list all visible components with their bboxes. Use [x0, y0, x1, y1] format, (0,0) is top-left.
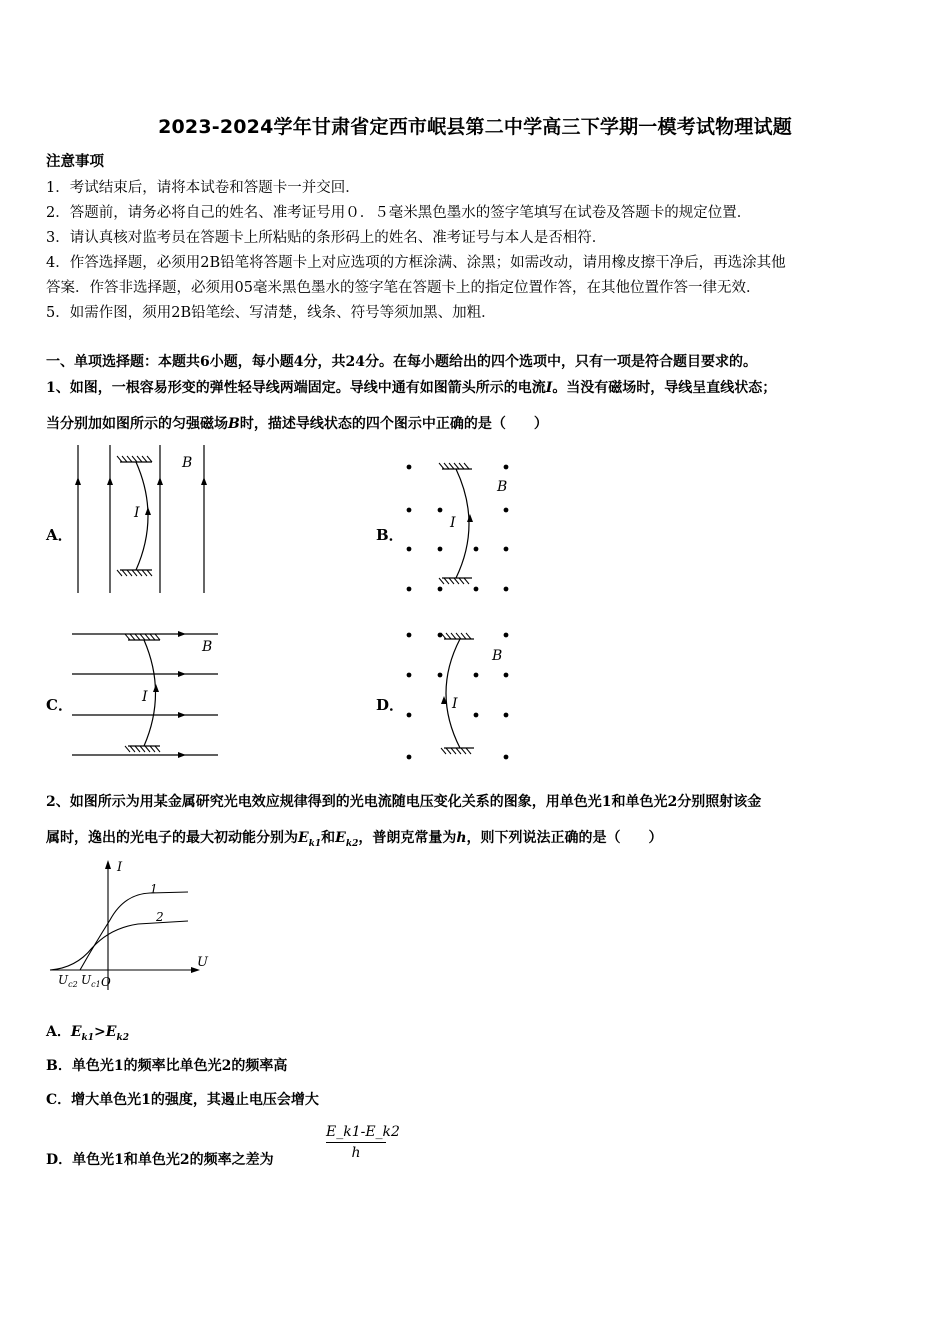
q2-option-a-sub2: k2 [116, 1032, 129, 1043]
q1-text-c: 当分别加如图所示的匀强磁场 [46, 416, 228, 432]
q2-curve-2 [50, 921, 188, 970]
q1-line1 [46, 377, 776, 397]
notice-item-5: 5．如需作图，须用2B铅笔绘、写清楚，线条、符号等须加黑、加粗． [46, 305, 496, 321]
q2-iu-graph [48, 858, 220, 998]
q1-fig-b-current-label: I [450, 515, 456, 531]
q2-graph-uc1-u: U [81, 973, 92, 987]
q2-graph-curve1-label: 1 [150, 882, 158, 896]
q2-graph-y-label: I [117, 860, 123, 875]
q2-option-a-ek2: E [105, 1024, 117, 1040]
notice-item-3: 3．请认真核对监考员在答题卡上所粘贴的条形码上的姓名、准考证号与本人是否相符． [46, 230, 607, 246]
q1-fig-a-field-label: B [182, 455, 193, 471]
q2-ek1: E [298, 830, 309, 846]
q1-option-c-label: C． [46, 696, 73, 714]
q1-fig-d-field-label: B [492, 648, 503, 664]
q1-text-b: 。当没有磁场时，导线呈直线状态； [552, 380, 777, 396]
q2-option-a-prefix: A． [46, 1024, 71, 1040]
q2-option-a-ek1: E [70, 1024, 82, 1040]
q1-fig-d-current-label: I [452, 696, 458, 712]
q2-fraction-denominator: h [351, 1145, 361, 1161]
q1-figure-a [70, 445, 220, 595]
q2-option-a-sub1: k1 [81, 1032, 95, 1043]
q2-graph-uc2 [58, 973, 78, 989]
q2-text-c: ，则下列说法正确的是（ ） [466, 830, 663, 846]
notice-item-2: 2．答题前，请务必将自己的姓名、准考证号用０．５毫米黑色墨水的签字笔填写在试卷及答题卡的规定位置． [46, 205, 752, 221]
q2-fraction-numerator: E_k1-E_k2 [326, 1124, 386, 1143]
q2-option-d: D．单色光1和单色光2的频率之差为 [46, 1152, 274, 1168]
page-title: 2023-2024学年甘肃省定西市岷县第二中学高三下学期一模考试物理试题 [158, 116, 792, 138]
q2-option-a-op: > [94, 1024, 106, 1040]
q2-text-b: ，普朗克常量为 [358, 830, 457, 846]
q2-line2 [46, 827, 663, 849]
notice-item-1: 1．考试结束后，请将本试卷和答题卡一并交回． [46, 180, 360, 196]
q2-graph-uc2-sub: c2 [68, 980, 78, 989]
q2-option-b: B．单色光1的频率比单色光2的频率高 [46, 1058, 288, 1074]
q1-option-b-label: B． [376, 526, 404, 544]
q2-graph-uc1 [81, 973, 101, 989]
q1-current-symbol: I [545, 380, 553, 396]
q2-graph-x-label: U [197, 955, 208, 970]
q1-line2 [46, 413, 548, 433]
q1-fig-c-field-label: B [202, 639, 213, 655]
q2-text-a: 属时，逸出的光电子的最大初动能分别为 [46, 830, 298, 846]
q1-fig-a-current-label: I [134, 505, 140, 521]
q1-fig-c-current-label: I [142, 689, 148, 705]
q1-figure-d [400, 626, 520, 766]
notice-heading: 注意事项 [46, 153, 104, 170]
q2-h: h [456, 830, 467, 846]
q2-and: 和 [321, 830, 336, 846]
notice-item-4-cont: 答案．作答非选择题，必须用05毫米黑色墨水的签字笔在答题卡上的指定位置作答，在其他位置作答一律无效． [46, 280, 761, 296]
section-heading: 一、单项选择题：本题共6小题，每小题4分，共24分。在每小题给出的四个选项中，只有一项是符合题目要求的。 [46, 354, 757, 370]
q2-graph-curve2-label: 2 [156, 910, 164, 924]
q1-figure-c [70, 624, 220, 764]
q2-option-d-fraction [326, 1124, 400, 1161]
q2-ek2-sub: k2 [345, 838, 359, 849]
q2-graph-origin: O [101, 975, 111, 989]
q1-text-d: 时，描述导线状态的四个图示中正确的是（ ） [239, 416, 548, 432]
q1-figure-b [400, 458, 520, 598]
q2-ek1-sub: k1 [308, 838, 322, 849]
q2-option-a [46, 1021, 129, 1043]
q2-graph-uc1-sub: c1 [91, 980, 101, 989]
q1-option-a-label: A． [46, 526, 73, 544]
q1-option-d-label: D． [376, 696, 405, 714]
q1-fig-b-field-label: B [497, 479, 508, 495]
q2-ek2: E [335, 830, 346, 846]
q2-option-c: C．增大单色光1的强度，其遏止电压会增大 [46, 1092, 319, 1108]
q1-text-a: 1、如图，一根容易形变的弹性轻导线两端固定。导线中通有如图箭头所示的电流 [46, 380, 546, 396]
q2-line1: 2、如图所示为用某金属研究光电效应规律得到的光电流随电压变化关系的图象，用单色光1和单色光2分别照射该金 [46, 794, 762, 810]
q1-field-symbol: B [228, 416, 240, 432]
notice-item-4: 4．作答选择题，必须用2B铅笔将答题卡上对应选项的方框涂满、涂黑；如需改动，请用橡皮擦干净后，再选涂其他 [46, 255, 786, 271]
q2-graph-uc2-u: U [58, 973, 69, 987]
